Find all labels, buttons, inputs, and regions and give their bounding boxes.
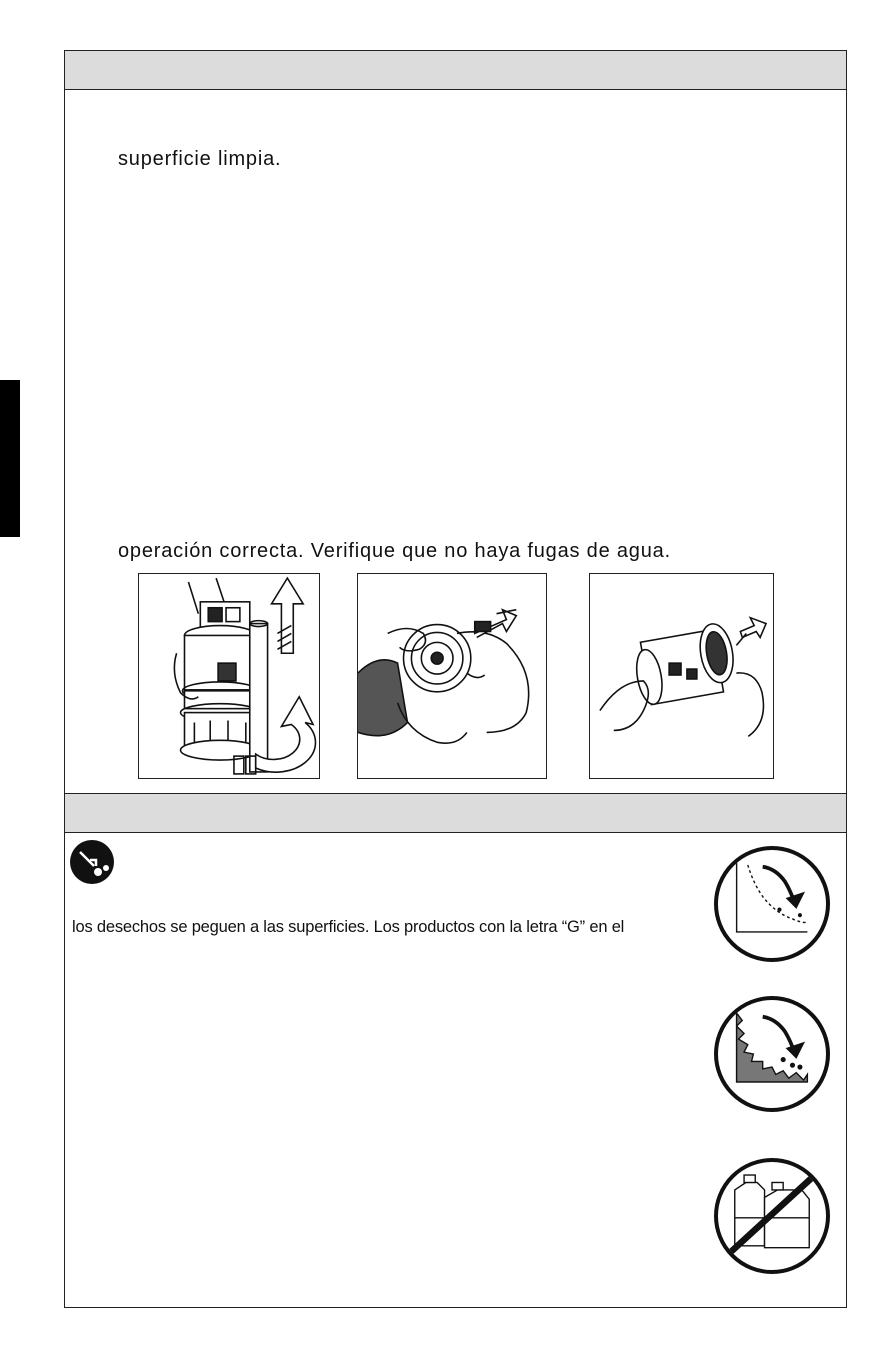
instruction-line-clean-surface: superficie limpia. <box>118 148 282 170</box>
care-text-line: los desechos se peguen a las superficies. Los productos con la letra “G” en el <box>72 918 625 936</box>
section-header-bar-care <box>64 793 847 833</box>
illustration-cartridge-removal <box>138 573 320 779</box>
rough-surface-icon <box>714 996 830 1112</box>
instruction-line-check-leaks: operación correcta. Verifique que no haya fugas de agua. <box>118 540 671 562</box>
section-header-bar-maintenance <box>64 50 847 90</box>
section-tab-marker <box>0 380 20 537</box>
illustration-seal-removal <box>357 573 547 779</box>
no-chemical-cleaners-icon <box>714 1158 830 1274</box>
illustration-screen-cleaning <box>589 573 774 779</box>
glaze-logo-icon <box>70 840 114 884</box>
smooth-surface-icon <box>714 846 830 962</box>
